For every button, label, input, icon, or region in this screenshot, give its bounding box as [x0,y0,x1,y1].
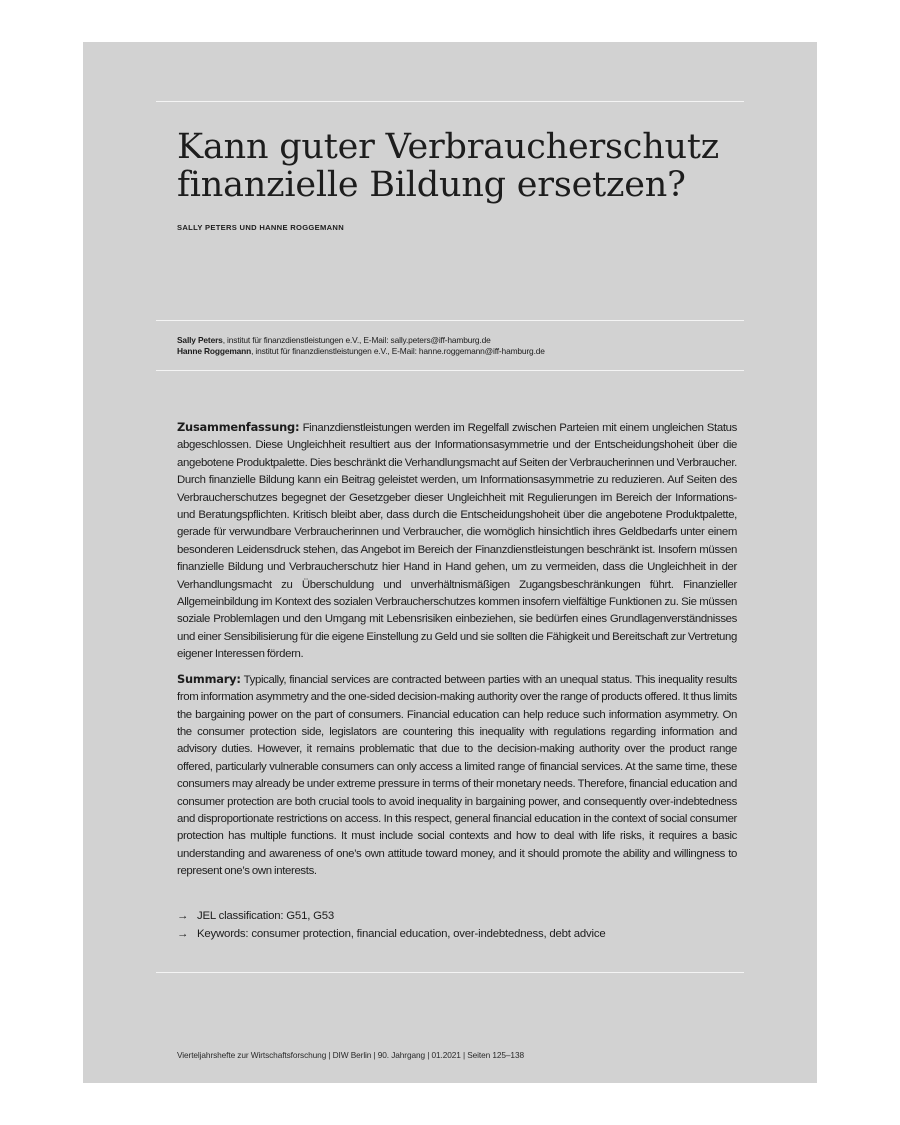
journal-citation-footer: Vierteljahrshefte zur Wirtschaftsforschung | DIW Berlin | 90. Jahrgang | 01.2021 | Seiten 125–138 [177,1050,524,1060]
affiliation-name: Sally Peters [177,335,223,345]
jel-text: JEL classification: G51, G53 [197,910,335,922]
keywords [177,926,737,944]
arrow-right-icon: → [177,927,189,940]
affiliation-detail: , institut für finanzdienstleistungen e.V., E-Mail: sally.peters@iff-hamburg.de [222,335,491,345]
keywords-text: Keywords: consumer protection, financial education, over-indebtedness, debt advice [197,927,606,940]
title-line-2: finanzielle Bildung ersetzen? [177,165,686,205]
affiliation-bottom-divider [156,370,744,371]
affiliation-line [177,346,737,357]
title-line-1: Kann guter Verbraucherschutz [177,127,719,167]
abstract-english-label: Summary: [177,671,241,686]
affiliation-name: Hanne Roggemann [177,346,252,356]
abstract-section [177,419,737,881]
affiliation-line [177,335,737,346]
classification-block [177,908,737,943]
article-title [177,128,737,204]
affiliation-detail: , institut für finanzdienstleistungen e.V., E-Mail: hanne.roggemann@iff-hamburg.de [251,346,545,356]
top-divider [156,101,744,102]
jel-classification [177,908,737,926]
author-affiliations [177,335,737,357]
affiliation-top-divider [156,320,744,321]
bottom-divider [156,972,744,973]
arrow-right-icon: → [177,910,189,922]
abstract-english-text: Typically, financial services are contracted between parties with an unequal status. This inequality results from information asymmetry and the one-sided decision-making authority over the range of products offered. It thus limits the bargaining power on the part of consumers. Financial education can help reduce such information asymmetry. On the consumer protection side, legislators are countering this inequality with regulations regarding information and advisory duties. However, it remains problematic that due to the decision-making authority over the product range offered, particularly vulnerable consumers can only access a limited range of financial services. At the same time, these consumers may already be under extreme pressure in terms of their monetary needs. Therefore, financial education and consumer protection are both crucial tools to avoid inequality in bargaining power, and consequently over-indebtedness and disproportionate restrictions on access. In this respect, general financial education in the context of social consumer protection has multiple functions. It must include social contexts and how to deal with life risks, it requires a basic understanding and awareness of one’s own attitude toward money, and it should promote the ability and willingness to represent one’s own interests. [177,673,737,878]
abstract-german-text: Finanzdienstleistungen werden im Regelfall zwischen Parteien mit einem ungleichen Status abgeschlossen. Diese Ungleichheit resultiert aus der Informationsasymmetrie und der Entscheidungshoheit über die angebotene Produktpalette. Dies beschränkt die Verhandlungsmacht auf Seiten der Verbraucherinnen und Verbraucher. Durch finanzielle Bildung kann ein Beitrag geleistet werden, um Informationsasymmetrie zu reduzieren. Auf Seiten des Verbraucherschutzes begegnet der Gesetzgeber dieser Ungleichheit mit Regulierungen im Bereich der Informations- und Beratungspflichten. Kritisch bleibt aber, dass durch die Entscheidungshoheit über die angebotene Produktpalette, gerade für verwundbare Verbraucherinnen und Verbraucher, die womöglich hinsichtlich ihres Geldbedarfs unter einem besonderen Leidensdruck stehen, das Angebot im Bereich der Finanzdienstleistungen beschränkt ist. Insofern müssen finanzielle Bildung und Verbraucherschutz hier Hand in Hand gehen, um zu vermeiden, dass die Ungleichheit in der Verhandlungsmacht zu Überschuldung und unverhältnismäßigen Zugangsbeschränkungen führt. Finanzieller Allgemeinbildung im Kontext des sozialen Verbraucherschutzes kommen insofern vielfältige Funktionen zu. Sie müssen soziale Problemlagen und den Umgang mit Lebensrisiken einbeziehen, sie bedürfen eines Grundlagenverständnisses und einer Sensibilisierung für die eigene Einstellung zu Geld und sie sollten die Fähigkeit und Bereitschaft zur Vertretung eigener Interessen fördern. [177,422,737,661]
author-byline: SALLY PETERS UND HANNE ROGGEMANN [177,223,344,232]
abstract-german-label: Zusammenfassung: [177,420,300,434]
abstract-german [177,419,737,664]
abstract-english [177,671,737,881]
